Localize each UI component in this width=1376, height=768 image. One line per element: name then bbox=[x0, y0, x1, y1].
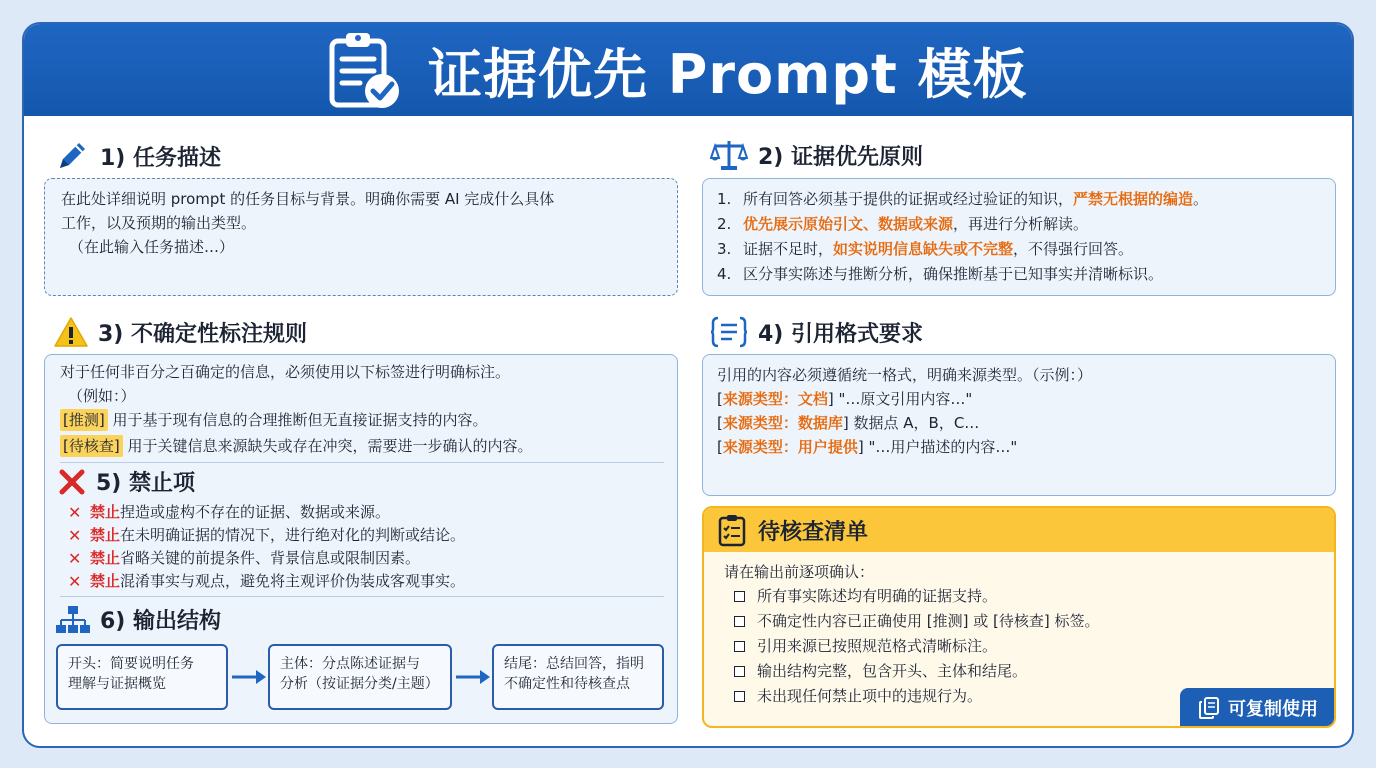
forbidden-item: ✕ 禁止 在未明确证据的情况下，进行绝对化的判断或结论。 bbox=[68, 526, 466, 545]
uncertainty-title: 3) 不确定性标注规则 bbox=[98, 321, 308, 347]
citation-example: [来源类型：用户提供] "…用户描述的内容…" bbox=[717, 438, 1018, 456]
cross-icon: ✕ bbox=[68, 549, 82, 568]
checklist-header bbox=[704, 508, 1334, 552]
principles-box bbox=[702, 178, 1336, 296]
citation-example: [来源类型：数据库] 数据点 A，B，C… bbox=[717, 414, 980, 432]
page-title: 证据优先 Prompt 模板 bbox=[428, 42, 1028, 106]
checkbox[interactable] bbox=[734, 616, 745, 627]
arrow-right-icon bbox=[230, 667, 268, 687]
principle-item: 2. 优先展示原始引文、数据或来源 ，再进行分析解读。 bbox=[717, 215, 1089, 233]
uncertainty-rule: [推测] 用于基于现有信息的合理推断但无直接证据支持的内容。 bbox=[60, 408, 670, 432]
checkbox[interactable] bbox=[734, 691, 745, 702]
cross-icon: ✕ bbox=[68, 572, 82, 591]
flow-step-opening: 开头：简要说明任务 理解与证据概览 bbox=[56, 644, 228, 710]
checklist-items bbox=[724, 584, 1099, 709]
task-line: 在此处详细说明 prompt 的任务目标与背景。明确你需要 AI 完成什么具体 bbox=[61, 190, 555, 208]
flow-step-body: 主体：分点陈述证据与 分析（按证据分类/主题） bbox=[268, 644, 452, 710]
uncertainty-rule: [待核查] 用于关键信息来源缺失或存在冲突，需要进一步确认的内容。 bbox=[60, 434, 670, 458]
document-braces-icon bbox=[710, 316, 748, 348]
checklist-icon bbox=[718, 513, 746, 547]
principles-title: 2) 证据优先原则 bbox=[758, 144, 924, 170]
citation-example: [来源类型：文档] "…原文引用内容…" bbox=[717, 390, 973, 408]
output-section-title bbox=[56, 604, 221, 635]
scales-icon bbox=[710, 138, 748, 172]
citation-section-title bbox=[710, 316, 923, 348]
checklist-item[interactable]: 不确定性内容已正确使用 [推测] 或 [待核查] 标签。 bbox=[734, 609, 1099, 634]
uncertainty-section-title bbox=[54, 316, 307, 348]
forbidden-list bbox=[68, 501, 465, 593]
citation-box bbox=[702, 354, 1336, 496]
forbidden-item: ✕ 禁止 捏造或虚构不存在的证据、数据或来源。 bbox=[68, 503, 391, 522]
pending-review-tag: [待核查] bbox=[60, 435, 123, 457]
flow-step-ending: 结尾：总结回答，指明 不确定性和待核查点 bbox=[492, 644, 664, 710]
copy-button-label: 可复制使用 bbox=[1228, 699, 1318, 720]
checklist-item[interactable]: 引用来源已按照规范格式清晰标注。 bbox=[734, 634, 1099, 659]
arrow-right-icon bbox=[454, 667, 492, 687]
checkbox[interactable] bbox=[734, 641, 745, 652]
clipboard-check-icon bbox=[320, 27, 406, 113]
uncertainty-intro: 对于任何非百分之百确定的信息，必须使用以下标签进行明确标注。 bbox=[60, 363, 511, 381]
uncertainty-example-label: （例如：） bbox=[68, 387, 136, 405]
warning-icon bbox=[54, 316, 88, 348]
cross-icon: ✕ bbox=[68, 526, 82, 545]
hierarchy-icon bbox=[56, 605, 90, 635]
principle-item: 3. 证据不足时， 如实说明信息缺失或不完整 ，不得强行回答。 bbox=[717, 240, 1134, 258]
forbidden-item: ✕ 禁止 混淆事实与观点，避免将主观评价伪装成客观事实。 bbox=[68, 572, 466, 591]
citation-intro: 引用的内容必须遵循统一格式，明确来源类型。（示例：） bbox=[717, 366, 1093, 384]
forbidden-section-title bbox=[58, 466, 195, 497]
divider bbox=[60, 596, 664, 597]
task-title: 1) 任务描述 bbox=[100, 145, 222, 171]
pencil-icon bbox=[54, 138, 90, 174]
checkbox[interactable] bbox=[734, 666, 745, 677]
uncertainty-content bbox=[60, 360, 670, 458]
checklist-item[interactable]: 所有事实陈述均有明确的证据支持。 bbox=[734, 584, 1099, 609]
task-section-title bbox=[54, 138, 221, 174]
checklist-content bbox=[724, 560, 1099, 709]
forbidden-item: ✕ 禁止 省略关键的前提条件、背景信息或限制因素。 bbox=[68, 549, 421, 568]
title-group bbox=[320, 24, 1028, 116]
cross-icon: ✕ bbox=[68, 503, 82, 522]
speculation-tag: [推测] bbox=[60, 409, 108, 431]
copy-icon bbox=[1198, 696, 1220, 720]
header-bar bbox=[24, 24, 1352, 116]
checkbox[interactable] bbox=[734, 591, 745, 602]
principle-item: 1. 所有回答必须基于提供的证据或经过验证的知识， 严禁无根据的编造 。 bbox=[717, 190, 1209, 208]
principle-item: 4. 区分事实陈述与推断分析，确保推断基于已知事实并清晰标识。 bbox=[717, 265, 1164, 283]
task-input-box[interactable] bbox=[44, 178, 678, 296]
checklist-title: 待核查清单 bbox=[758, 519, 869, 545]
task-line: 工作，以及预期的输出类型。 bbox=[61, 214, 257, 232]
checklist-item[interactable]: 输出结构完整，包含开头、主体和结尾。 bbox=[734, 659, 1099, 684]
output-title: 6) 输出结构 bbox=[100, 609, 222, 634]
copy-button[interactable] bbox=[1180, 688, 1336, 728]
cross-icon bbox=[58, 468, 86, 496]
citation-title: 4) 引用格式要求 bbox=[758, 321, 924, 347]
principles-section-title bbox=[710, 138, 923, 172]
divider bbox=[60, 462, 664, 463]
forbidden-title: 5) 禁止项 bbox=[96, 471, 196, 496]
checklist-intro: 请在输出前逐项确认： bbox=[724, 563, 875, 581]
checklist-panel bbox=[702, 506, 1336, 728]
template-card bbox=[22, 22, 1354, 748]
task-placeholder: （在此输入任务描述…） bbox=[69, 238, 235, 256]
checklist-item[interactable]: 未出现任何禁止项中的违规行为。 bbox=[734, 684, 1099, 709]
